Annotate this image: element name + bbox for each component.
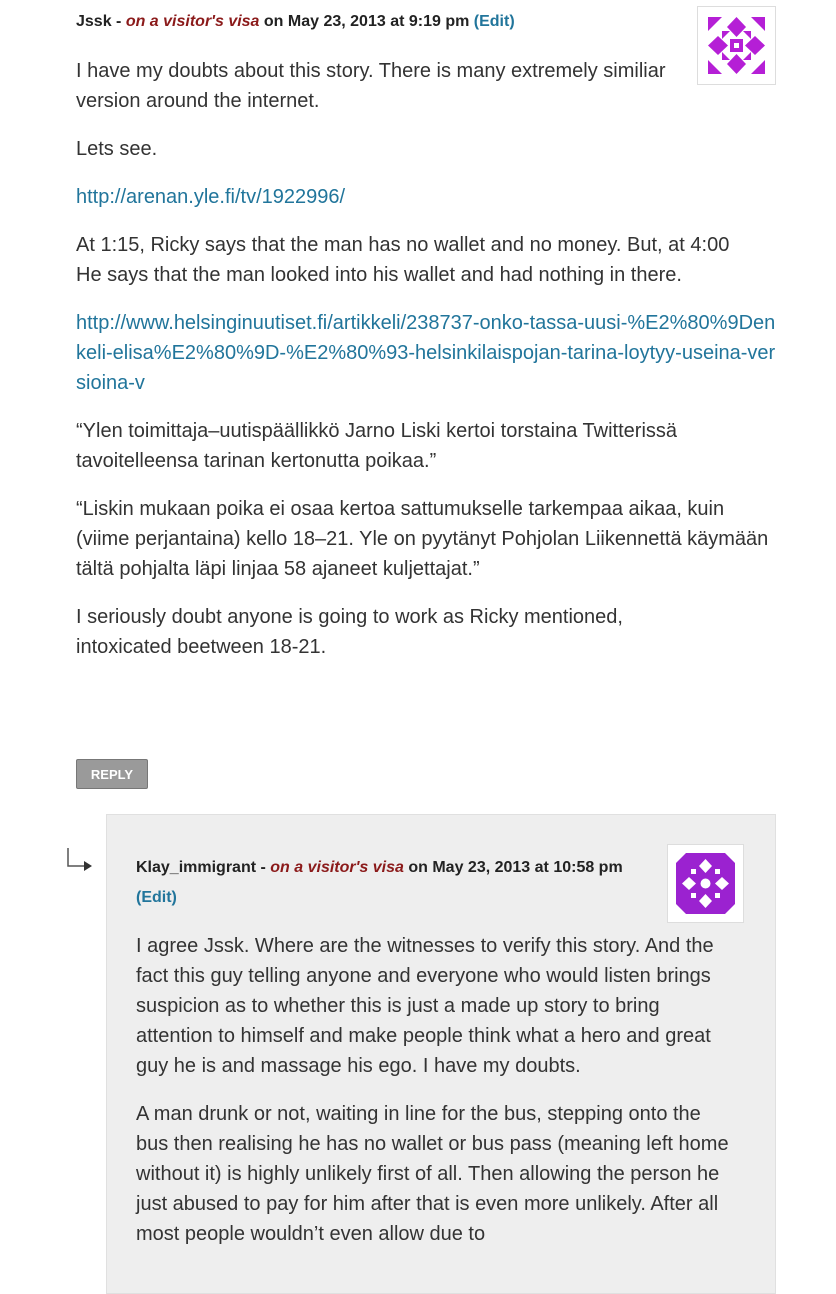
comment-paragraph: At 1:15, Ricky says that the man has no wallet and no money. But, at 4:00 He says that the man looked into his wallet and had nothing in there. [76, 234, 730, 286]
comment-date: on May 23, 2013 at 10:58 pm [403, 859, 623, 876]
identicon-icon [702, 11, 771, 80]
author-separator: - [256, 859, 271, 876]
comment-paragraph: I seriously doubt anyone is going to work as Ricky mentioned, intoxicated beetween 18-21. [76, 606, 623, 658]
article-link-paragraph [76, 308, 776, 398]
comment-meta [76, 7, 696, 37]
avatar-jssk[interactable] [697, 6, 776, 85]
reply-arrow-icon [64, 846, 96, 876]
comment-paragraph: I agree Jssk. Where are the witnesses to verify this story. And the fact this guy telling anyone and everyone who would listen brings suspicion as to whether this is just a made up story to bring attention to himself and make people think what a hero and great guy he is and massage his ego. I have my doubts. [136, 935, 714, 1077]
author-separator: - [111, 13, 126, 30]
visa-status: on a visitor's visa [125, 13, 260, 30]
comment-meta [136, 853, 626, 913]
comment-author: Jssk [76, 13, 112, 30]
edit-link[interactable]: (Edit) [473, 13, 515, 30]
video-link[interactable]: http://arenan.yle.fi/tv/1922996/ [76, 186, 346, 208]
comment-body [76, 56, 776, 680]
comment-paragraph: “Ylen toimittaja–uutispäällikkö Jarno Liski kertoi torstaina Twitterissä tavoitelleensa tarinan kertonutta poikaa.” [76, 420, 678, 472]
comment-author: Klay_immigrant [136, 859, 257, 876]
avatar-klay-immigrant[interactable] [667, 844, 744, 923]
comment-paragraph: “Liskin mukaan poika ei osaa kertoa sattumukselle tarkempaa aikaa, kuin (viime perjantaina) kello 18–21. Yle on pyytänyt Pohjolan Liikennettä käymään tältä pohjalta läpi linjaa 58 ajaneet kuljettajat.” [76, 498, 769, 580]
comment-body [136, 931, 736, 1267]
reply-button[interactable]: REPLY [76, 759, 148, 789]
article-link[interactable]: http://www.helsinginuutiset.fi/artikkeli/238737-onko-tassa-uusi-%E2%80%9Denkeli-elisa%E2%80%9D-%E2%80%93-helsinkilaispojan-tarina-loytyy-useina-versioina-v [76, 312, 776, 394]
identicon-icon [672, 849, 739, 918]
comment-paragraph: I have my doubts about this story. There is many extremely similiar version around the internet. [76, 60, 666, 112]
edit-link[interactable]: (Edit) [136, 889, 177, 906]
comment-date: on May 23, 2013 at 9:19 pm [259, 13, 474, 30]
video-link-paragraph [76, 182, 776, 212]
comment-paragraph: A man drunk or not, waiting in line for the bus, stepping onto the bus then realising he has no wallet or bus pass (meaning left home without it) is highly unlikely first of all. Then allowing the person he just abused to pay for him after that is even more unlikely. After all most people wouldn’t even allow due to [136, 1103, 729, 1245]
visa-status: on a visitor's visa [270, 859, 404, 876]
comment-paragraph: Lets see. [76, 138, 158, 160]
